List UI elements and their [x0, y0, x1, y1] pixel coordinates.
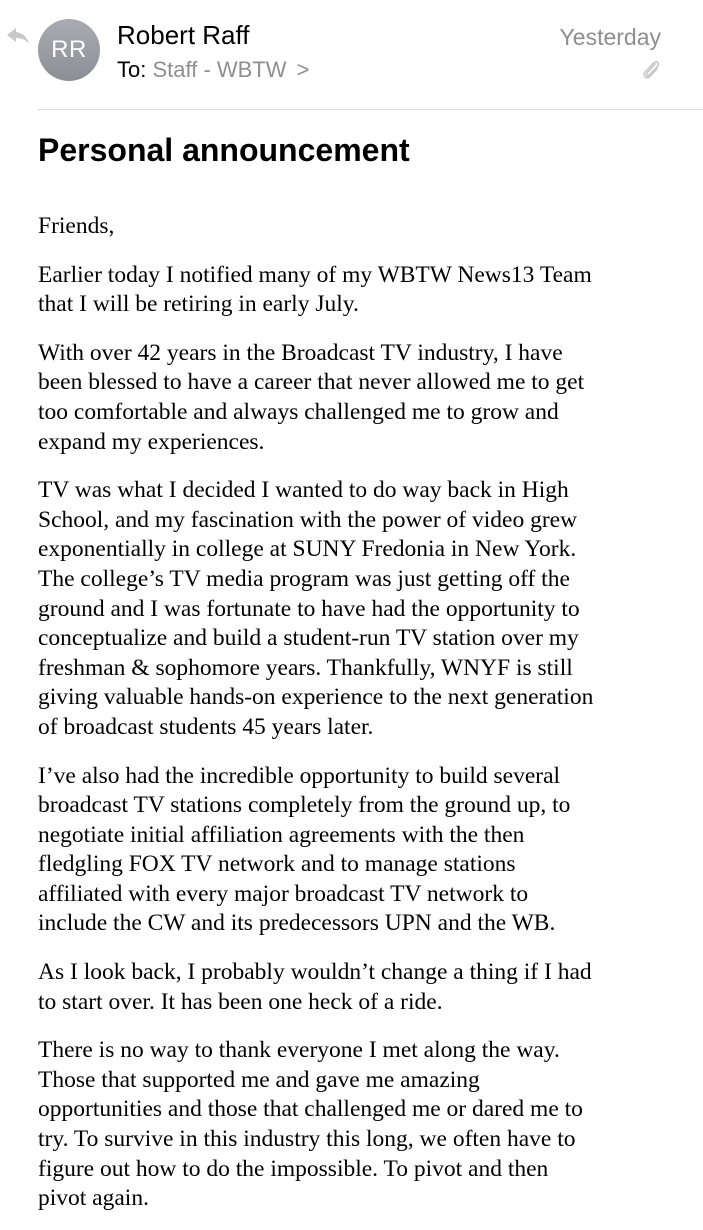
- body-text-line: include the CW and its predecessors UPN and the WB.: [38, 910, 556, 937]
- sender-name[interactable]: Robert Raff: [117, 20, 250, 50]
- body-text-line: giving valuable hands-on experience to the next generation: [38, 684, 594, 711]
- body-text-line: pivot again.: [38, 1185, 149, 1212]
- body-text-line: expand my experiences.: [38, 428, 265, 455]
- body-text-line: Those that supported me and gave me amazing: [38, 1066, 480, 1093]
- message-date: Yesterday: [559, 24, 661, 50]
- body-text-line: of broadcast students 45 years later.: [38, 713, 374, 740]
- body-text-line: freshman & sophomore years. Thankfully, WNYF is still: [38, 654, 573, 681]
- body-text-line: With over 42 years in the Broadcast TV industry, I have: [38, 339, 563, 366]
- body-text-line: ground and I was fortunate to have had the opportunity to: [38, 595, 580, 622]
- email-subject: Personal announcement: [38, 132, 410, 168]
- body-text-line: Friends,: [38, 213, 115, 239]
- body-text-line: affiliated with every major broadcast TV network to: [38, 880, 529, 907]
- body-text-line: been blessed to have a career that never allowed me to get: [38, 369, 585, 396]
- body-text-line: that I will be retiring in early July.: [38, 291, 359, 318]
- body-text-line: too comfortable and always challenged me to grow and: [38, 398, 559, 425]
- body-paragraph: [38, 339, 678, 457]
- body-text-line: exponentially in college at SUNY Fredonia in New York.: [38, 536, 577, 563]
- avatar[interactable]: RR: [38, 19, 100, 81]
- to-label: To:: [117, 57, 147, 82]
- body-text-line: The college’s TV media program was just getting off the: [38, 565, 570, 592]
- body-text-line: TV was what I decided I wanted to do way back in High: [38, 477, 569, 504]
- body-text-line: to start over. It has been one heck of a ride.: [38, 988, 443, 1015]
- email-body: [38, 212, 678, 1230]
- body-text-line: negotiate initial affiliation agreements with the then: [38, 821, 525, 848]
- body-paragraph: [38, 212, 678, 242]
- body-text-line: conceptualize and build a student-run TV station over my: [38, 625, 579, 652]
- paperclip-icon: [640, 58, 662, 82]
- body-paragraph: [38, 958, 678, 1017]
- reply-arrow-icon: [6, 26, 30, 46]
- body-text-line: figure out how to do the impossible. To pivot and then: [38, 1155, 549, 1182]
- body-paragraph: [38, 1036, 678, 1214]
- chevron-right-icon[interactable]: >: [296, 57, 310, 82]
- body-text-line: As I look back, I probably wouldn’t change a thing if I had: [38, 959, 592, 986]
- body-text-line: Earlier today I notified many of my WBTW News13 Team: [38, 261, 592, 288]
- body-text-line: broadcast TV stations completely from the ground up, to: [38, 792, 571, 819]
- body-paragraph: [38, 261, 678, 320]
- recipient-name[interactable]: Staff - WBTW: [152, 57, 287, 82]
- body-text-line: There is no way to thank everyone I met along the way.: [38, 1037, 560, 1064]
- body-text-line: I’ve also had the incredible opportunity to build several: [38, 762, 561, 789]
- body-paragraph: [38, 476, 678, 742]
- body-text-line: fledgling FOX TV network and to manage stations: [38, 851, 516, 878]
- body-text-line: opportunities and those that challenged me or dared me to: [38, 1096, 583, 1123]
- header-divider: [38, 109, 703, 110]
- body-text-line: School, and my fascination with the power of video grew: [38, 506, 578, 533]
- body-text-line: try. To survive in this industry this long, we often have to: [38, 1126, 576, 1153]
- body-paragraph: [38, 762, 678, 940]
- recipient-line[interactable]: [117, 55, 310, 85]
